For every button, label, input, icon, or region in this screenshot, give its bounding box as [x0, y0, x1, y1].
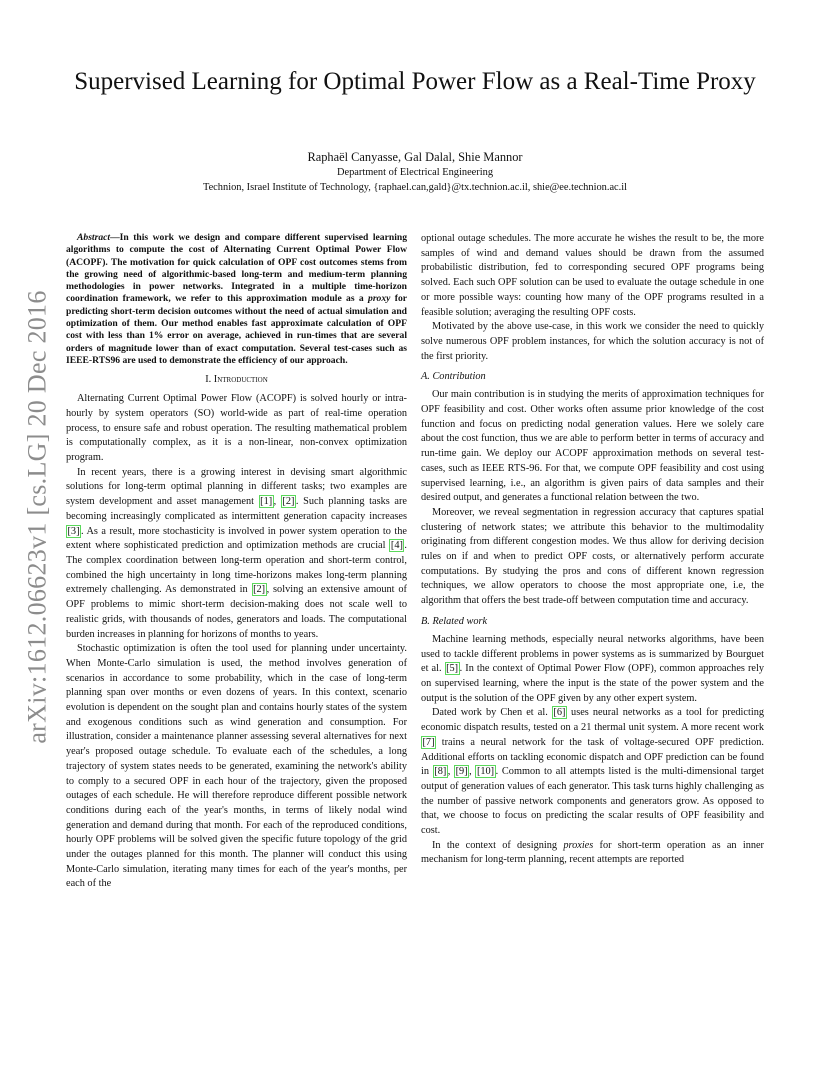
- citation-link[interactable]: [8]: [434, 766, 447, 778]
- text-run: . The complex coordination between long-term operation and short-term control, combined the high uncertainty in long time-horizons makes long-term planning extremely challenging. As demonstrated in: [66, 540, 407, 596]
- section-heading-introduction: I. Introduction: [205, 374, 268, 386]
- text-run: ,: [469, 766, 476, 778]
- text-run: Dated work by Chen et al.: [432, 707, 552, 719]
- arxiv-identifier: [18, 282, 58, 752]
- left-column: [66, 232, 407, 892]
- citation-link[interactable]: [6]: [553, 707, 566, 719]
- abstract: [66, 232, 407, 367]
- subsection-heading-contribution: A. Contribution: [421, 371, 486, 383]
- text-run: . As a result, more stochasticity is involved in power system operation to the extent where sophisticated prediction and optimization methods are crucial: [66, 525, 407, 552]
- citation-link[interactable]: [7]: [422, 736, 435, 748]
- text-run: ,: [273, 496, 281, 508]
- author-list: Raphaël Canyasse, Gal Dalal, Shie Mannor: [307, 150, 523, 164]
- abstract-text-2: for predicting short-term decision outcomes without the need of actual simulation and optimization of them. Our method enables fast approximate calculation of OPF cost with less than 1% error on average, achieved in run-times that are several orders of magnitude lower than of exact computation. Several test-cases such as IEEE-RTS96 are used to demonstrate the efficiency of our approach.: [66, 293, 407, 366]
- contribution-paragraph-2: Moreover, we reveal segmentation in regression accuracy that captures spatial clustering of network states; we attribute this behavior to the multimodality originating from different congestion modes. We thus allow for deriving decision rules on if and when to predict OPF costs, or alternatively perform accurate computations. By studying the pros and cons of different known regression techniques, we allow operators to choose the most appropriate one, i.e, the algorithm that offers the best trade-off between computation time and accuracy.: [421, 506, 764, 607]
- abstract-label: Abstract: [77, 232, 111, 243]
- text-run: ,: [447, 766, 455, 778]
- text-run: for short-term operation as an inner mechanism for long-term planning, recent attempts are reported: [421, 839, 764, 866]
- text-run: . Such planning tasks are becoming increasingly complicated as intermittent generation capacity increases: [66, 496, 407, 522]
- affiliation: Technion, Israel Institute of Technology, {raphael.can,gald}@tx.technion.ac.il, shie@ee.technion.ac.il: [202, 182, 628, 193]
- intro-paragraph-2: [66, 466, 407, 642]
- text-run: . Common to all attempts listed is the multi-dimensional target output of generation values of each generator. This task turns highly challenging as the number of passive network components and generators grow. As opposed to that, we choose to focus on predicting the scalar results of OPF feasibility and cost.: [421, 766, 764, 837]
- arxiv-id-text: arXiv:1612.06623v1 [cs.LG] 20 Dec 2016: [23, 290, 52, 744]
- text-run: . In the context of Optimal Power Flow (OPF), common approaches rely on supervised learning, where the input is the state of the power system and the output is the solution of the OPF given by any other expert system.: [421, 663, 764, 704]
- right-column: [421, 232, 764, 868]
- citation-link[interactable]: [4]: [390, 540, 403, 552]
- citation-link[interactable]: [9]: [455, 766, 468, 778]
- abstract-proxy-term: proxy: [368, 293, 391, 305]
- text-run: uses neural networks as a tool for predicting economic dispatch results, tested on a 21 thermal unit system. A more recent work: [421, 707, 764, 734]
- citation-link[interactable]: [5]: [446, 663, 459, 675]
- intro-paragraph-3-continued: optional outage schedules. The more accurate he wishes the result to be, the more samples of wind and demand values should be drawn from the assumed probabilistic distribution, fed to corresponding secured OPF programs being solved. Each such OPF solution can be used to evaluate the outage schedule in one or more possible ways: counting how many of the OPF programs resulted in a feasible solution; averaging the resulting OPF costs.: [421, 233, 764, 318]
- intro-paragraph-3: Stochastic optimization is often the tool used for planning under uncertainty. When Monte-Carlo simulation is used, the method involves generation of scenarios in accordance to some probability, which in the case of long-term planning span over months or even dozens of years. In this context, scenario evolution is dependent on the sought plan and contains hourly states of the system and exogenous conditions such as wind generation and consumption. For illustration, consider a maintenance planner assessing several alternatives for next year's proposed outage schedule. To evaluate each of the schedules, a long trajectory of system states needs to be generated, examining the network's ability to comply to a secured OPF in each hour of the trajectory, given the proposed outages of each schedule. He will therefore reproduce different possible network conditions during each of the year's months, in terms of likely nodal wind generation and demand during that month. For each of the reproduced conditions, hourly OPF problems will be solved given the specific future topology of the grid under the outages planned for this month. The planner will conduct this using Monte-Carlo simulation, iterating many times for each of the year's months, per each of the: [66, 643, 407, 890]
- citation-link[interactable]: [1]: [260, 496, 273, 508]
- citation-link[interactable]: [3]: [67, 525, 80, 537]
- department: Department of Electrical Engineering: [336, 167, 494, 178]
- paper-title: Supervised Learning for Optimal Power Flow as a Real-Time Proxy: [74, 68, 756, 95]
- text-run: In the context of designing: [432, 839, 564, 851]
- related-paragraph-1: [421, 633, 764, 707]
- proxies-term: proxies: [563, 839, 594, 851]
- text-run: , solving an extensive amount of OPF problems to mimic short-term decision-making does not scale well to realistic grids, with thousands of nodes, generators and loads. The computational burden increases in planning for horizons of months to years.: [66, 584, 407, 640]
- contribution-paragraph-1: Our main contribution is in studying the merits of approximation techniques for OPF feasibility and cost. Other works often assume prior knowledge of the cost function and focus on predicting nodal generation values. Here we solely care about the cost function, thus we are able to perform better in terms of accuracy and run-time gain. We deploy our ACOPF approximation methods on several test-cases, such as IEEE RTS-96. For that, we compute OPF feasibility and cost using supervised learning, i.e., an algorithm is given pairs of data samples and their desired output, and generates a functional relation between the two.: [421, 389, 764, 504]
- text-run: Machine learning methods, especially neural networks algorithms, have been used to tackle different problems in power systems as is summarized by Bourguet et al.: [421, 633, 764, 675]
- intro-paragraph-4: Motivated by the above use-case, in this work we consider the need to quickly solve numerous OPF problem instances, for which the solution accuracy is not of the first priority.: [421, 321, 764, 362]
- intro-paragraph-1: Alternating Current Optimal Power Flow (ACOPF) is solved hourly or intra-hourly by system operators (SO) world-wide as part of real-time operation process, to ensure safe and robust operation. The resulting mathematical problem is computationally complex, as it is a non-linear, non-convex optimization program.: [66, 393, 407, 464]
- related-paragraph-2: [421, 706, 764, 838]
- citation-link[interactable]: [2]: [253, 584, 266, 596]
- citation-link[interactable]: [2]: [282, 496, 295, 508]
- subsection-heading-related-work: B. Related work: [421, 615, 488, 627]
- citation-link[interactable]: [10]: [476, 766, 495, 778]
- text-run: trains a neural network for the task of voltage-secured OPF prediction. Additional efforts on tackling economic dispatch and OPF prediction can be found in: [421, 736, 764, 778]
- related-paragraph-3: [421, 839, 764, 868]
- abstract-text-1: —In this work we design and compare different supervised learning algorithms to compute the cost of Alternating Current Optimal Power Flow (ACOPF). The motivation for quick calculation of OPF cost outcomes stems from the growing need of algorithmic-based long-term and medium-term planning methodologies in power networks. Integrated in a multiple time-horizon coordination framework, we refer to this approximation module as a: [66, 232, 407, 305]
- text-run: In recent years, there is a growing interest in devising smart algorithmic solutions for long-term optimal planning in different tasks; two examples are system development and asset management: [66, 466, 407, 508]
